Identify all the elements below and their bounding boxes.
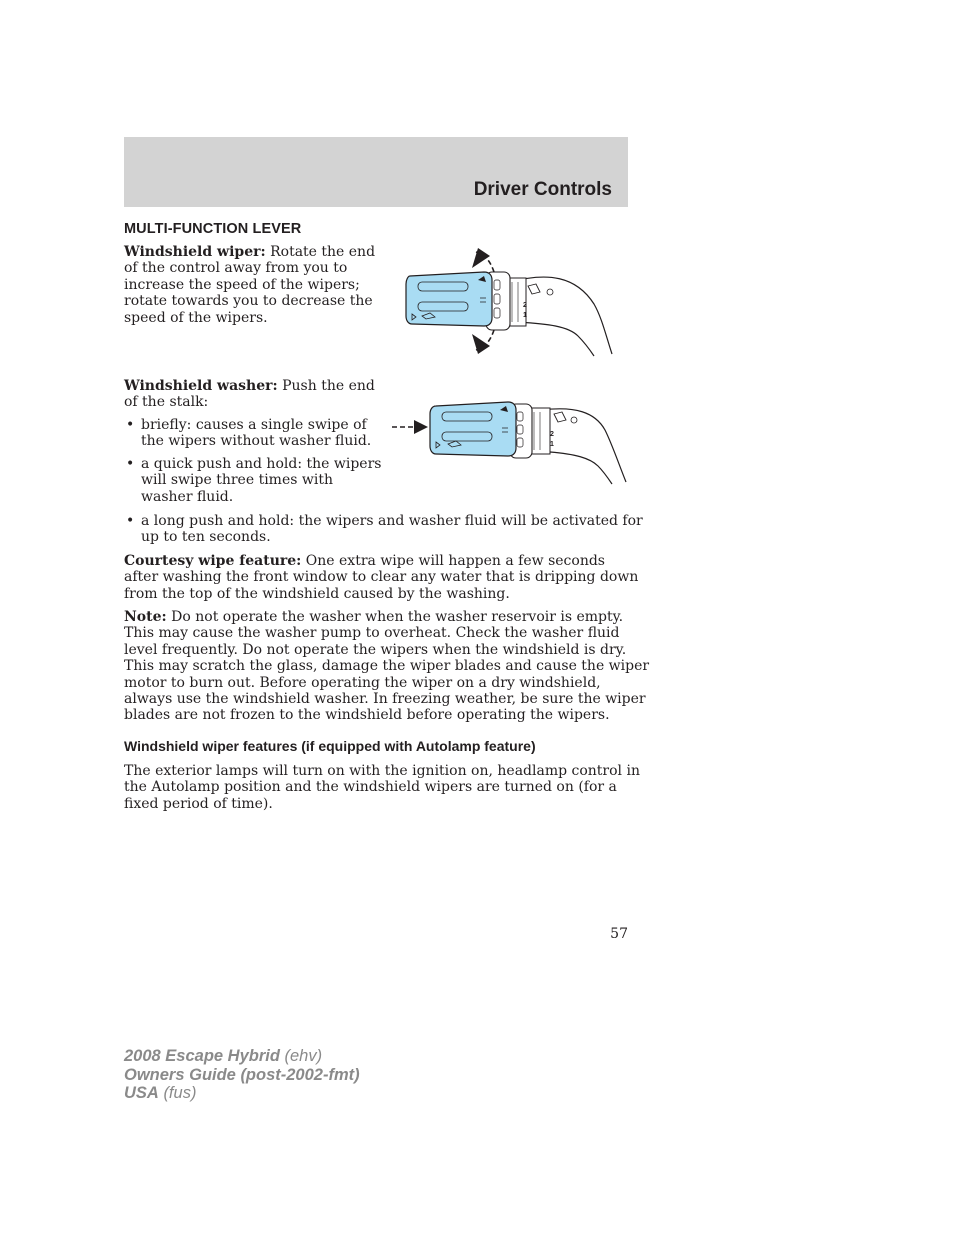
courtesy-paragraph: Courtesy wipe feature: One extra wipe will happen a few seconds after washing the front window to clear any water that is dripping down from the top of the windshield caused by the washing. [124,553,639,602]
washer-push-illustration [390,396,628,488]
courtesy-label: Courtesy wipe feature: [124,553,302,569]
autolamp-paragraph: The exterior lamps will turn on with the ignition on, headlamp control in the Autolamp position and the windshield wipers are turned on (for a fixed period of time). [124,763,640,812]
wiper-rotate-illustration [398,244,614,360]
header-band [124,137,628,207]
lever-mark-speed-1: 1 [550,441,554,448]
lever-mark-speed-2: 2 [523,302,527,309]
list-item: • a long push and hold: the wipers and washer fluid will be activated for up to ten seconds. [126,513,643,546]
note-label: Note: [124,609,167,625]
wiper-paragraph: Windshield wiper: Rotate the end of the control away from you to increase the speed of the wipers; rotate towards you to decrease the speed of the wipers. [124,244,376,326]
note-paragraph: Note: Do not operate the washer when the washer reservoir is empty. This may cause the washer pump to overheat. Check the washer fluid level frequently. Do not operate the wipers when the windshield is dry. This may scratch the glass, damage the wiper blades and cause the wiper motor to burn out. Before operating the wiper on a dry windshield, always use the windshield washer. In freezing weather, be sure the wiper blades are not frozen to the windshield before operating the wipers. [124,609,650,724]
lever-mark-speed-1: 1 [523,312,527,319]
list-item: • briefly: causes a single swipe of the wipers without washer fluid. [126,417,372,450]
washer-label: Windshield washer: [124,378,278,394]
autolamp-heading: Windshield wiper features (if equipped with Autolamp feature) [124,738,536,754]
list-item: • a quick push and hold: the wipers will swipe three times with washer fluid. [126,456,382,505]
wiper-label: Windshield wiper: [124,244,266,260]
section-title: MULTI-FUNCTION LEVER [124,221,302,237]
document-footer: 2008 Escape Hybrid (ehv) Owners Guide (post-2002-fmt) USA (fus) [124,1047,360,1102]
lever-mark-speed-2: 2 [550,431,554,438]
page-title: Driver Controls [473,179,612,200]
page-number: 57 [610,926,628,942]
washer-paragraph: Windshield washer: Push the end of the stalk: [124,378,375,411]
